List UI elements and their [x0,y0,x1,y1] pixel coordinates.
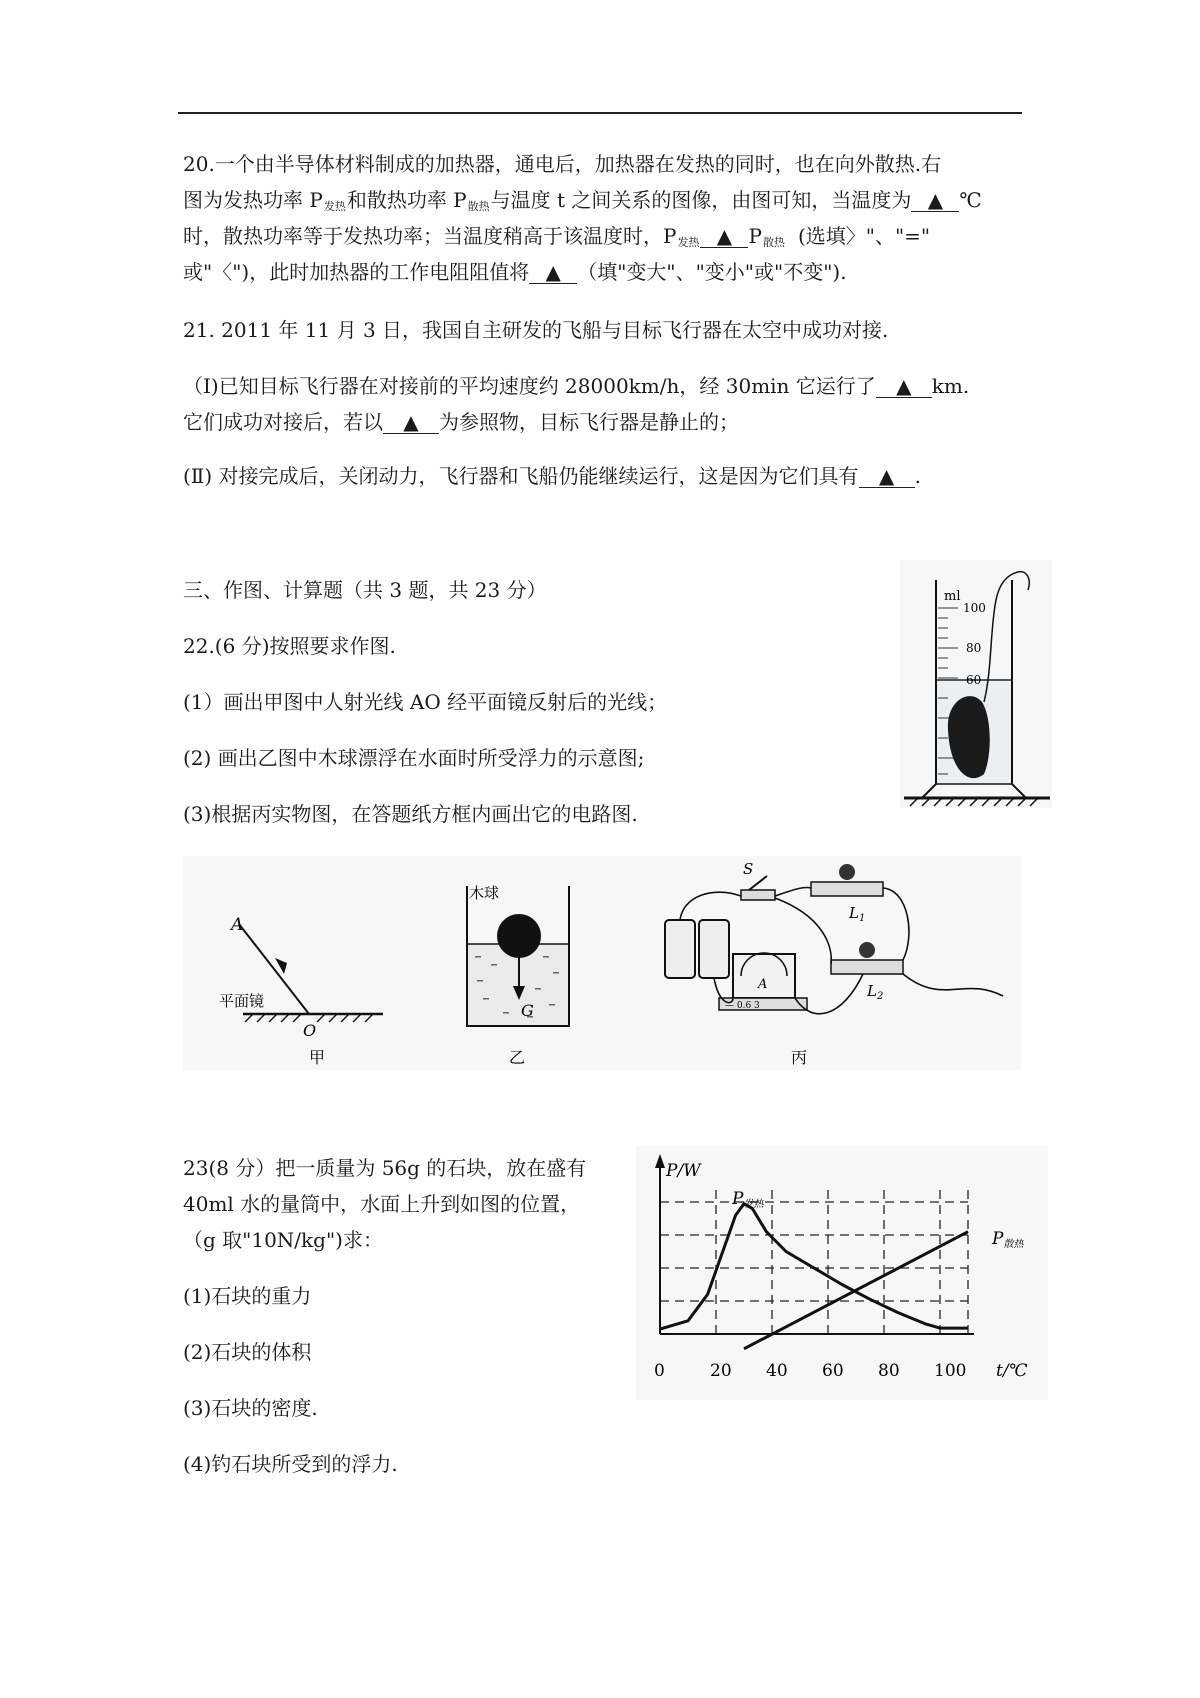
answer-blank[interactable]: ▲ [911,189,959,212]
sub-sanre: 散热 [467,200,490,213]
figure-bing [663,856,1019,1070]
figure-yi [453,856,583,1070]
q21-text-3b: 为参照物，目标飞行器是静止的； [439,410,739,434]
l2-main: L [867,982,877,1000]
x-tick-0: 0 [654,1361,665,1381]
mirror-label: 平面镜 [219,992,265,1010]
x-tick-20: 20 [710,1361,732,1381]
q23-item-1 [183,1278,311,1314]
q20-text-4b: （填"变大"、"变小"或"不变"). [577,260,847,284]
q23-item-3-text: (3)石块的密度. [183,1396,318,1420]
q22-title [183,628,396,664]
answer-blank[interactable]: ▲ [383,411,439,434]
series-line-fare [660,1204,968,1329]
series-label-sanre [991,1229,1024,1250]
q21-line-1 [183,312,888,348]
q20-line-2 [183,182,982,222]
header-rule [178,112,1022,114]
tick-100: 100 [963,601,986,615]
q21-line-2 [183,368,969,404]
q23-line-1 [183,1150,586,1186]
x-tick-40: 40 [766,1361,788,1381]
lamp-holder-1 [811,882,883,896]
q22-title-text: 22.(6 分)按照要求作图. [183,634,396,658]
lamp-holder-2 [831,960,903,974]
unit-label: ml [944,589,961,604]
x-tick-labels [654,1361,966,1381]
answer-blank[interactable]: ▲ [859,465,915,488]
q21-text-4a: (Ⅱ) 对接完成后，关闭动力，飞行器和飞船仍能继续运行，这是因为它们具有 [183,464,859,488]
q20-text-4a: 或"〈")，此时加热器的工作电阻阻值将 [183,260,530,284]
x-tick-80: 80 [878,1361,900,1381]
switch[interactable] [741,890,775,900]
q20-text-1: 20.一个由半导体材料制成的加热器，通电后，加热器在发热的同时，也在向外散热.右 [183,152,942,176]
series-line-sanre [744,1232,968,1349]
l1-sub: 1 [858,913,866,924]
q23-line-2 [183,1186,580,1222]
lamp-1-label [848,904,865,924]
q23-item-4 [183,1446,398,1482]
q20-line-4 [183,254,847,290]
q23-item-1-text: (1)石块的重力 [183,1284,312,1308]
series-label-fare-sub: 发热 [743,1199,764,1210]
y-axis-arrow [655,1154,665,1168]
q21-text-2a: （Ⅰ)已知目标飞行器在对接前的平均速度约 28000km/h，经 30min 它运行了 [183,374,876,398]
q23-item-2-text: (2)石块的体积 [183,1340,312,1364]
q23-item-2 [183,1334,311,1370]
series-label-fare [731,1189,764,1210]
q20-unit: ℃ [959,188,982,212]
x-axis-label: t/℃ [996,1361,1028,1381]
section-3-heading [183,572,547,608]
q21-text-3a: 它们成功对接后，若以 [183,410,383,434]
q23-item-3 [183,1390,318,1426]
caption-yi: 乙 [509,1048,526,1067]
bulb-2 [859,942,875,958]
caption-jia: 甲 [309,1048,326,1067]
q20-line-3 [183,218,930,258]
ball-label: 木球 [469,884,500,902]
q22-item-2 [183,740,644,776]
battery-1 [665,920,695,978]
q20-text-2b: 和散热功率 P [346,188,467,212]
tick-80: 80 [966,641,982,655]
caption-bing: 丙 [791,1048,808,1067]
point-o-label: O [303,1021,317,1040]
x-tick-100: 100 [934,1361,967,1381]
q21-line-4 [183,458,921,494]
l2-sub: 2 [876,991,884,1002]
answer-blank[interactable]: ▲ [876,375,932,398]
q23-line-3 [183,1222,383,1258]
q21-text-2b: km. [931,374,970,398]
q23-text-2: 40ml 水的量筒中，水面上升到如图的位置， [183,1192,581,1216]
series-label-sanre-main: P [992,1229,1004,1249]
power-temperature-chart [636,1146,1048,1400]
bulb-1 [839,864,855,880]
q20-text-3c: (选填〉"、"=" [797,224,931,248]
q20-text-2c: 与温度 t 之间关系的图像，由图可知 [490,188,812,212]
switch-label: S [743,860,754,878]
lamp-2-label [866,982,883,1002]
y-axis-label: P/W [666,1161,701,1181]
switch-lever[interactable] [749,876,767,890]
q20-text-2d: ，当温度为 [811,188,912,212]
figure-strip [183,856,1021,1070]
sub-sanre: 散热 [762,236,785,249]
q22-item-3 [183,796,638,832]
series-label-fare-main: P [732,1189,744,1209]
q22-item-2-text: (2) 画出乙图中木球漂浮在水面时所受浮力的示意图; [183,746,645,770]
sub-fare: 发热 [323,200,346,213]
tick-60: 60 [966,673,982,687]
q21-text-4b: . [914,464,921,488]
q23-text-1: 23(8 分）把一质量为 56g 的石块，放在盛有 [183,1156,587,1180]
ammeter-scale-label: — 0.6 3 [725,1001,760,1011]
section-3-text: 三、作图、计算题（共 3 题，共 23 分） [183,578,547,602]
series-label-sanre-sub: 散热 [1003,1239,1024,1250]
x-tick-60: 60 [822,1361,844,1381]
figure-jia [183,856,403,1070]
q20-text-3a: 时，散热功率等于发热功率；当温度稍高于该温度时，P [183,224,677,248]
battery-2 [699,920,729,978]
q21-text-1: 21. 2011 年 11 月 3 日，我国自主研发的飞船与目标飞行器在太空中成功对接. [183,318,889,342]
l1-main: L [849,904,859,922]
sub-fare: 发热 [677,236,700,249]
q21-line-3 [183,404,739,440]
graduated-cylinder-figure [900,560,1052,808]
q22-item-1-text: (1）画出甲图中人射光线 AO 经平面镜反射后的光线； [183,690,668,714]
q22-item-3-text: (3)根据丙实物图，在答题纸方框内画出它的电路图. [183,802,638,826]
ammeter-label: A [758,977,768,992]
gravity-label: G [521,1001,534,1020]
chart-series [660,1204,968,1349]
q23-item-4-text: (4)钓石块所受到的浮力. [183,1452,398,1476]
q23-text-3: （g 取"10N/kg")求： [183,1228,383,1252]
q20-text-3b: P [748,224,762,248]
answer-blank[interactable]: ▲ [700,225,748,248]
answer-blank[interactable]: ▲ [529,261,577,284]
q22-item-1 [183,684,667,720]
point-a-label: A [231,915,244,935]
q20-text-2a: 图为发热功率 P [183,188,323,212]
q20-line-1 [183,146,941,182]
